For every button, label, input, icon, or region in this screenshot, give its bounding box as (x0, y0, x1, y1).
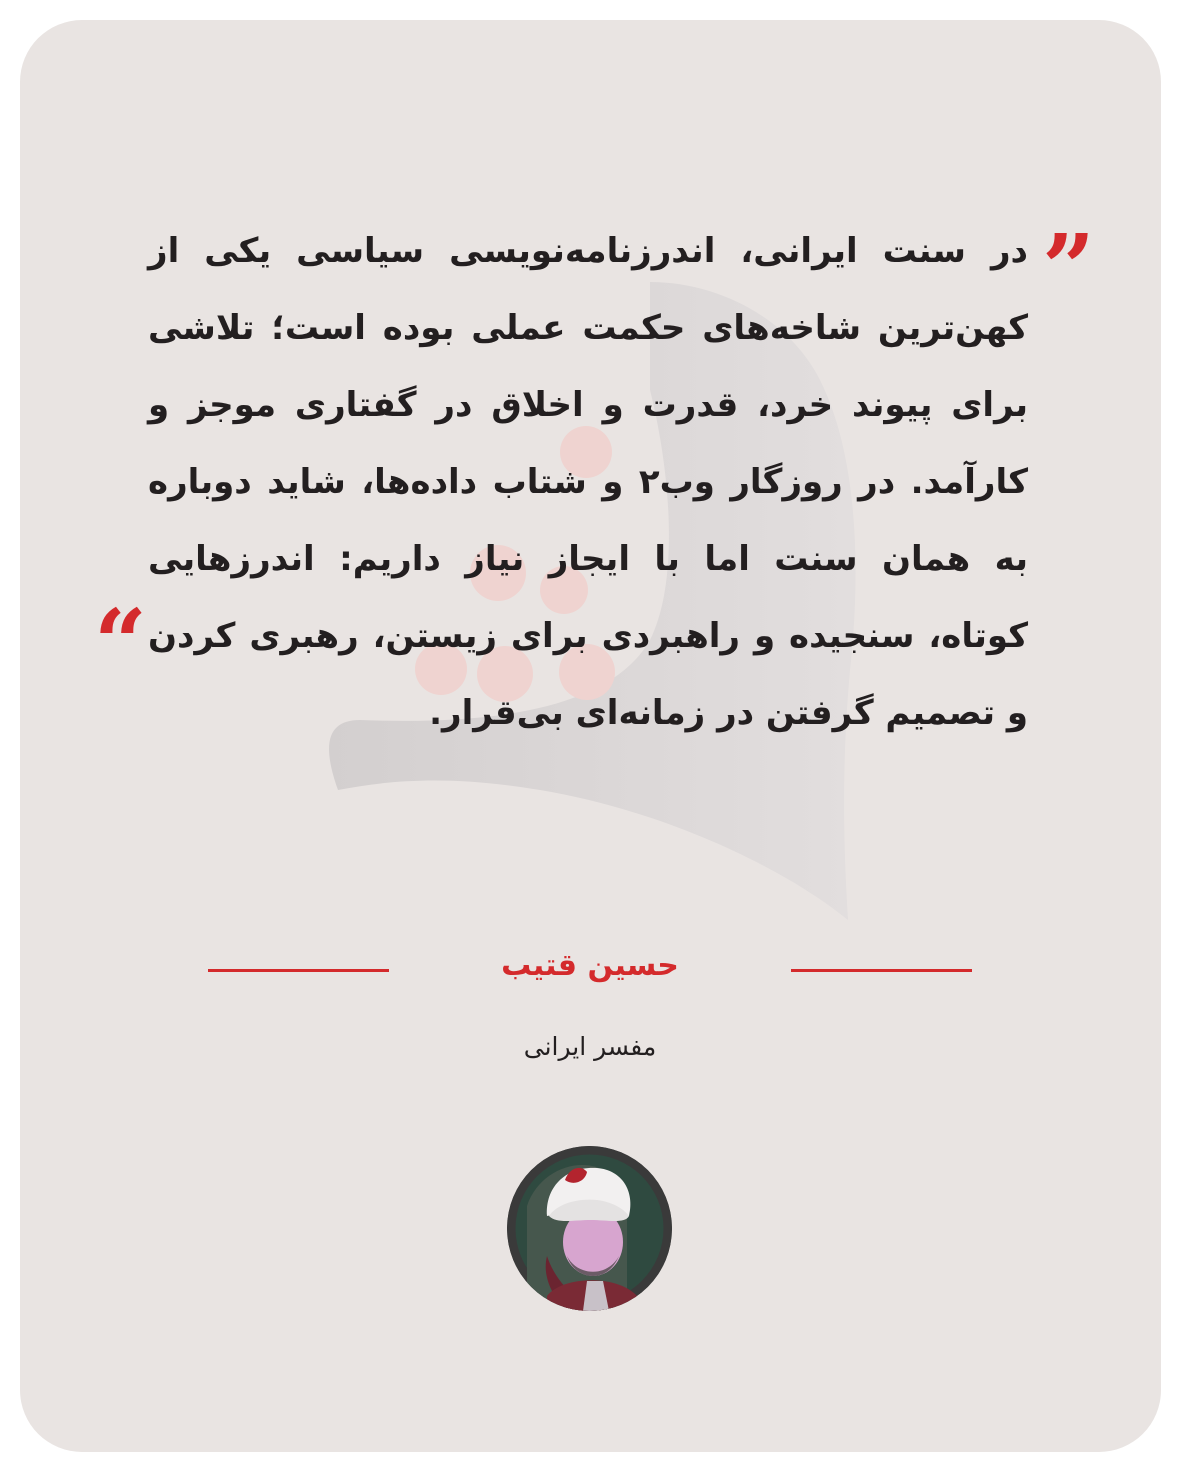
close-quote-mark: “ (94, 589, 147, 697)
quote-card (20, 20, 1161, 1452)
author-portrait-icon (507, 1146, 672, 1311)
divider-left (208, 969, 389, 972)
open-quote-mark: ” (1042, 214, 1095, 322)
author-title: مفسر ایرانی (523, 1032, 657, 1061)
author-avatar (507, 1146, 672, 1311)
author-name: حسین قتیب (501, 948, 679, 983)
divider-right (791, 969, 972, 972)
quote-text: در سنت ایرانی، اندرزنامه‌نویسی سیاسی یکی از کهن‌ترین شاخه‌های حکمت عملی بوده است؛ تلاشی برای پیوند خرد، قدرت و اخلاق در گفتاری موجز و کارآمد. در روزگار وب۲ و شتاب داده‌ها، شاید دوباره به همان سنت اما با ایجاز نیاز داریم: اندرزهایی کوتاه، سنجیده و راهبردی برای زیستن، رهبری کردن و تصمیم گرفتن در زمانه‌ای بی‌قرار. (148, 231, 1028, 733)
